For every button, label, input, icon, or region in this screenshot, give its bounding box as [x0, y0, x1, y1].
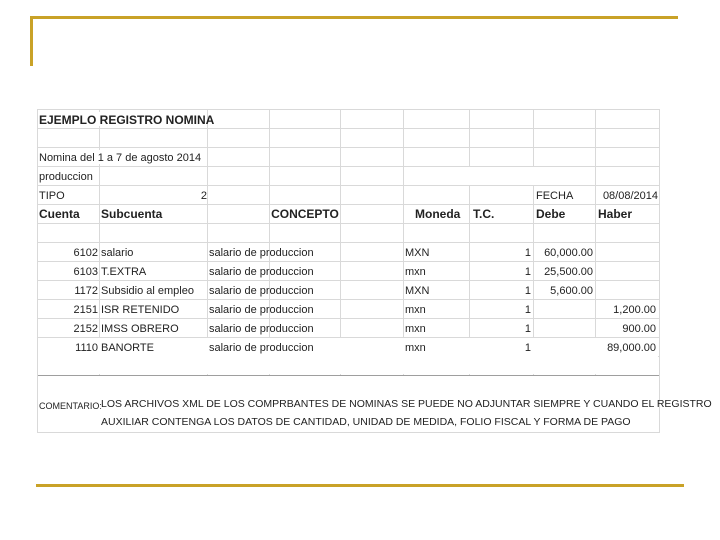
- cell-cuenta: 1110: [75, 342, 98, 354]
- cell-concepto: salario de produccion: [209, 266, 314, 278]
- cell-cuenta: 2151: [73, 304, 98, 316]
- cell-debe: 5,600.00: [550, 285, 593, 297]
- cell-tc: 1: [524, 323, 531, 335]
- cell-concepto: salario de produccion: [209, 323, 314, 335]
- fecha-label: FECHA: [536, 190, 574, 202]
- slide-top-rule: [30, 16, 678, 19]
- header-subcuenta: Subcuenta: [101, 207, 163, 221]
- cell-concepto: salario de produccion: [209, 285, 314, 297]
- cell-debe: 60,000.00: [544, 247, 593, 259]
- payroll-spreadsheet: [37, 109, 712, 432]
- cell-cuenta: 6103: [73, 266, 98, 278]
- cell-tc: 1: [524, 266, 531, 278]
- header-debe: Debe: [536, 207, 566, 221]
- tipo-label: TIPO: [39, 190, 65, 202]
- cell-moneda: mxn: [405, 323, 426, 335]
- cell-moneda: MXN: [405, 247, 430, 259]
- header-cuenta: Cuenta: [39, 207, 80, 221]
- comment-line-1: LOS ARCHIVOS XML DE LOS COMPRBANTES DE NOMINAS SE PUEDE NO ADJUNTAR SIEMPRE Y CUANDO EL REGISTRO: [101, 398, 712, 410]
- cell-concepto: salario de produccion: [209, 342, 314, 354]
- cell-haber: 89,000.00: [607, 342, 656, 354]
- header-haber: Haber: [598, 207, 633, 221]
- cell-haber: 1,200.00: [613, 304, 656, 316]
- cell-moneda: mxn: [405, 342, 426, 354]
- cell-tc: 1: [524, 247, 531, 259]
- comment-line-2: AUXILIAR CONTENGA LOS DATOS DE CANTIDAD, UNIDAD DE MEDIDA, FOLIO FISCAL Y FORMA DE PAGO: [101, 416, 631, 428]
- cell-cuenta: 1172: [74, 285, 98, 297]
- fecha-value: 08/08/2014: [602, 190, 658, 202]
- cell-subcuenta: BANORTE: [101, 342, 154, 354]
- header-concepto: CONCEPTO: [271, 207, 339, 221]
- cell-subcuenta: T.EXTRA: [101, 266, 147, 278]
- sheet-title: EJEMPLO REGISTRO NOMINA: [39, 113, 215, 127]
- cell-subcuenta: IMSS OBRERO: [101, 323, 179, 335]
- cell-moneda: mxn: [405, 304, 426, 316]
- cell-subcuenta: Subsidio al empleo: [101, 285, 194, 297]
- tipo-value: 2: [200, 190, 207, 202]
- cell-concepto: salario de produccion: [209, 304, 314, 316]
- area-label: produccion: [39, 171, 93, 183]
- cell-tc: 1: [524, 342, 531, 354]
- period-label: Nomina del 1 a 7 de agosto 2014: [39, 152, 202, 164]
- header-tc: T.C.: [473, 207, 495, 221]
- header-gap: [404, 167, 594, 185]
- cell-tc: 1: [524, 304, 531, 316]
- cell-concepto: salario de produccion: [209, 247, 314, 259]
- cell-debe: 25,500.00: [544, 266, 593, 278]
- slide-left-rule: [30, 16, 33, 66]
- comment-label: COMENTARIO:: [39, 401, 102, 411]
- cell-moneda: MXN: [405, 285, 430, 297]
- cell-subcuenta: salario: [101, 247, 134, 259]
- cell-haber: 900.00: [622, 323, 656, 335]
- cell-subcuenta: ISR RETENIDO: [101, 304, 180, 316]
- cell-cuenta: 6102: [73, 247, 98, 259]
- cell-moneda: mxn: [405, 266, 426, 278]
- header-moneda: Moneda: [415, 207, 461, 221]
- cell-cuenta: 2152: [73, 323, 98, 335]
- tipo-gap: [208, 186, 268, 204]
- cell-tc: 1: [524, 285, 531, 297]
- slide-bottom-rule: [36, 484, 684, 487]
